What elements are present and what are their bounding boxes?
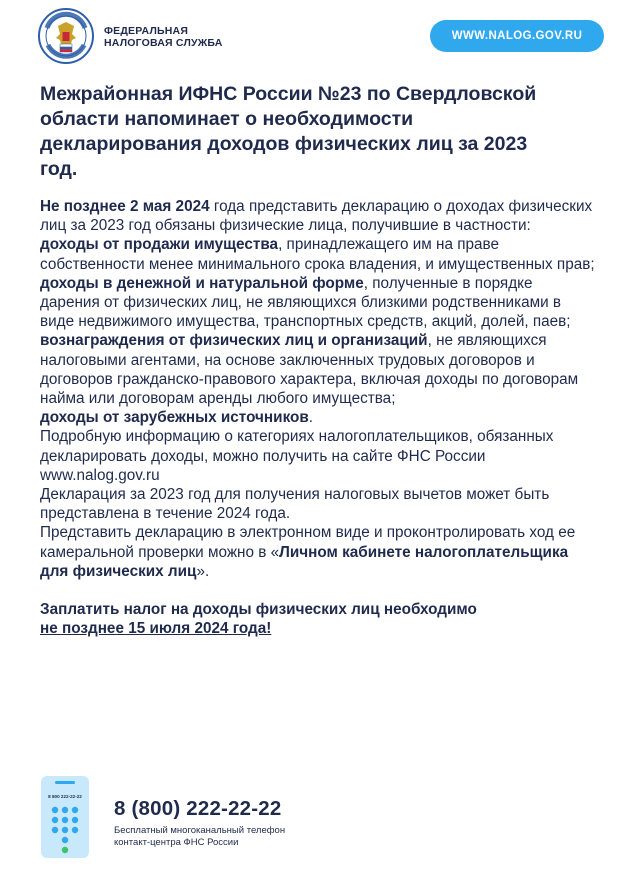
paragraph-foreign: [40, 408, 595, 427]
paragraph-info: Подробную информацию о категориях налогоплательщиков, обязанных декларировать доходы, можно получить на сайте ФНС России www.nalog.gov.ru: [40, 428, 554, 484]
org-name-line2: НАЛОГОВАЯ СЛУЖБА: [104, 37, 223, 49]
header: [0, 0, 627, 70]
paragraph-online-cabinet: [40, 523, 595, 581]
property-sale-text: , принадлежащего им на праве собственности менее минимального срока владения, и имущественных прав;: [40, 236, 595, 273]
hotline-description: [114, 825, 285, 849]
website-button[interactable]: WWW.NALOG.GOV.RU: [430, 20, 604, 52]
mobile-phone-icon: [40, 775, 90, 859]
paragraph-property-sale: [40, 235, 595, 273]
paragraph-deductions: Декларация за 2023 год для получения налоговых вычетов может быть представлена в течение 2024 года.: [40, 486, 550, 523]
deadline-bold: Не позднее 2 мая 2024: [40, 198, 210, 215]
paragraph-remuneration: [40, 331, 595, 408]
online-cabinet-link[interactable]: Личном кабинете налогоплательщика для физических лиц: [40, 543, 569, 580]
notice-body: [40, 197, 595, 638]
hotline-description-line1: Бесплатный многоканальный телефон: [114, 825, 286, 836]
paragraph-deadline: [40, 197, 595, 235]
page-title: Межрайонная ИФНС России №23 по Свердловской области напоминает о необходимости декларирования доходов физических лиц за 2023 год.: [40, 83, 537, 180]
phone-screen-number: 8 800 222-22-22: [48, 794, 82, 799]
fns-emblem-icon: [38, 8, 94, 64]
payment-deadline-date: не позднее 15 июля 2024 года!: [40, 620, 272, 638]
online-cabinet-text: Представить декларацию в электронном виде и проконтролировать ход ее камеральной проверки можно в «: [40, 524, 576, 561]
org-name: [104, 25, 223, 49]
remuneration-text: , не являющихся налоговыми агентами, на основе заключенных трудовых договоров и договоров гражданско-правового характера, включая доходы по договорам найма или договорам аренды любого имущества;: [40, 332, 579, 408]
online-cabinet-end: ».: [196, 562, 210, 580]
gifts-bold: доходы в денежной и натуральной форме: [40, 274, 364, 292]
contact-block: [40, 775, 600, 865]
property-sale-bold: доходы от продажи имущества: [40, 236, 279, 254]
deadline-text: года представить декларацию о доходах физических лиц за 2023 год обязаны физические лица, получившие в частности:: [40, 198, 593, 235]
remuneration-bold: вознаграждения от физических лиц и организаций: [40, 332, 428, 350]
paragraph-gifts: [40, 274, 595, 332]
payment-deadline: [40, 600, 595, 638]
gifts-text: , полученные в порядке дарения от физических лиц, не являющихся близкими родственниками в виде недвижимого имущества, транспортных средств, акций, долей, паев;: [40, 274, 571, 331]
foreign-text: .: [308, 409, 314, 427]
foreign-bold: доходы от зарубежных источников: [40, 409, 309, 427]
payment-deadline-line1: Заплатить налог на доходы физических лиц необходимо: [40, 601, 477, 619]
org-name-line1: ФЕДЕРАЛЬНАЯ: [104, 25, 189, 37]
hotline-number[interactable]: 8 (800) 222-22-22: [114, 797, 282, 820]
hotline-description-line2: контакт-центра ФНС России: [114, 837, 239, 848]
